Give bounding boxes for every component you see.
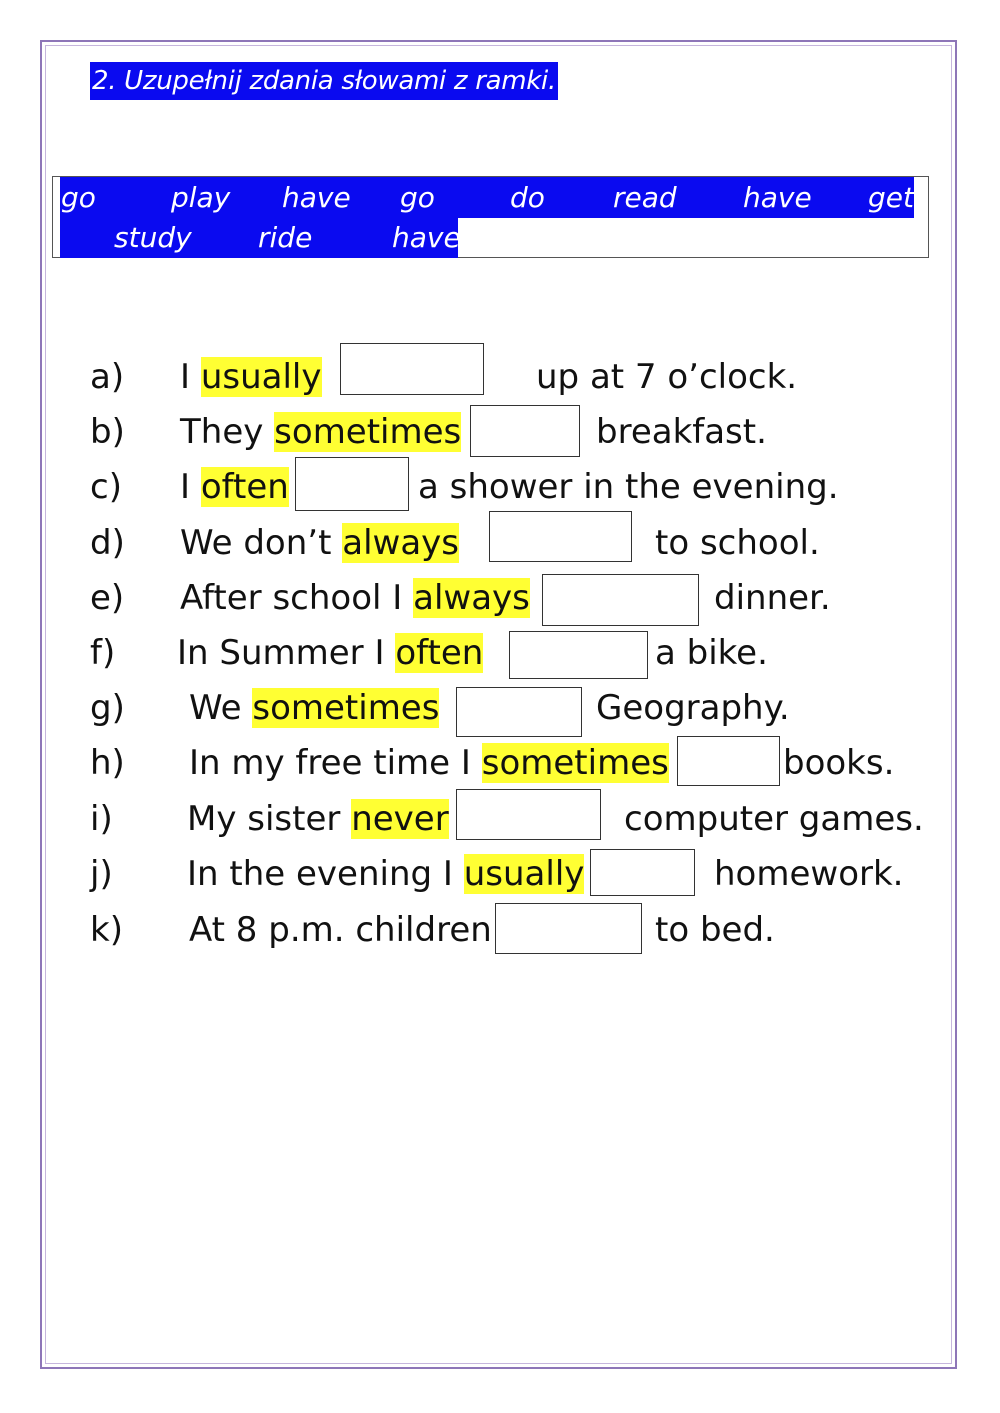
word-bank-word[interactable]: have: [392, 221, 461, 254]
sentence-rest: dinner.: [714, 578, 831, 618]
sentence-subject: In Summer I: [177, 633, 385, 673]
word-bank-word[interactable]: go: [400, 181, 435, 214]
sentence-rest: Geography.: [596, 688, 790, 728]
answer-gap-g[interactable]: [456, 687, 582, 737]
sentence-subject: In my free time I: [189, 743, 471, 783]
sentence-label: j): [90, 854, 113, 894]
sentence-k: [189, 907, 492, 953]
sentence-label: g): [90, 688, 125, 728]
sentence-rest: a bike.: [655, 633, 768, 673]
sentence-c: [180, 464, 289, 510]
sentence-a: [180, 354, 322, 400]
sentence-label: b): [90, 412, 125, 452]
answer-gap-c[interactable]: [295, 457, 409, 511]
sentence-label: a): [90, 357, 125, 397]
sentence-f: [177, 630, 483, 676]
frequency-adverb: often: [200, 467, 289, 507]
answer-gap-j[interactable]: [590, 849, 695, 896]
sentence-b: [180, 409, 461, 455]
sentence-subject: In the evening I: [187, 854, 453, 894]
frequency-adverb: often: [395, 633, 484, 673]
answer-gap-e[interactable]: [542, 574, 699, 626]
sentence-label: i): [90, 799, 113, 839]
sentence-subject: I: [180, 357, 191, 397]
answer-gap-b[interactable]: [470, 405, 580, 457]
frequency-adverb: usually: [200, 357, 322, 397]
sentence-subject: I: [180, 467, 191, 507]
word-bank-word[interactable]: read: [613, 181, 677, 214]
sentence-subject: We don’t: [180, 523, 332, 563]
answer-gap-f[interactable]: [509, 631, 648, 679]
word-bank-word[interactable]: have: [282, 181, 351, 214]
word-bank-word[interactable]: play: [171, 181, 231, 214]
sentence-rest: to school.: [655, 523, 820, 563]
sentence-rest: computer games.: [624, 799, 924, 839]
sentence-label: f): [90, 633, 116, 673]
word-bank-word[interactable]: go: [61, 181, 96, 214]
sentence-rest: up at 7 o’clock.: [536, 357, 798, 397]
sentence-subject: At 8 p.m. children: [189, 910, 492, 950]
word-bank-word[interactable]: ride: [258, 221, 313, 254]
frequency-adverb: always: [342, 523, 460, 563]
sentence-subject: They: [180, 412, 264, 452]
word-bank: [52, 176, 929, 258]
frequency-adverb: sometimes: [481, 743, 669, 783]
sentence-g: [189, 685, 439, 731]
sentence-j: [187, 851, 584, 897]
frequency-adverb: sometimes: [274, 412, 462, 452]
sentence-label: e): [90, 578, 125, 618]
word-bank-word[interactable]: have: [743, 181, 812, 214]
sentence-subject: My sister: [187, 799, 341, 839]
sentence-rest: homework.: [714, 854, 904, 894]
sentence-i: [187, 796, 449, 842]
answer-gap-i[interactable]: [456, 789, 601, 840]
sentence-subject: We: [189, 688, 242, 728]
sentence-rest: breakfast.: [596, 412, 767, 452]
answer-gap-a[interactable]: [340, 343, 484, 395]
sentence-rest: to bed.: [655, 910, 775, 950]
answer-gap-h[interactable]: [677, 736, 780, 786]
word-bank-word[interactable]: do: [510, 181, 545, 214]
sentence-h: [189, 740, 669, 786]
sentence-label: k): [90, 910, 123, 950]
exercise-title: 2. Uzupełnij zdania słowami z ramki.: [90, 62, 558, 100]
sentence-d: [180, 520, 459, 566]
frequency-adverb: always: [413, 578, 530, 618]
frequency-adverb: usually: [463, 854, 585, 894]
sentence-label: d): [90, 523, 125, 563]
sentence-rest: books.: [783, 743, 895, 783]
sentence-label: c): [90, 467, 122, 507]
sentence-label: h): [90, 743, 125, 783]
sentence-rest: a shower in the evening.: [418, 467, 839, 507]
frequency-adverb: sometimes: [252, 688, 440, 728]
sentence-subject: After school I: [180, 578, 403, 618]
frequency-adverb: never: [351, 799, 449, 839]
answer-gap-k[interactable]: [495, 903, 642, 954]
answer-gap-d[interactable]: [489, 511, 632, 562]
word-bank-word[interactable]: study: [114, 221, 192, 254]
sentence-e: [180, 575, 530, 621]
word-bank-word[interactable]: get: [868, 181, 914, 214]
